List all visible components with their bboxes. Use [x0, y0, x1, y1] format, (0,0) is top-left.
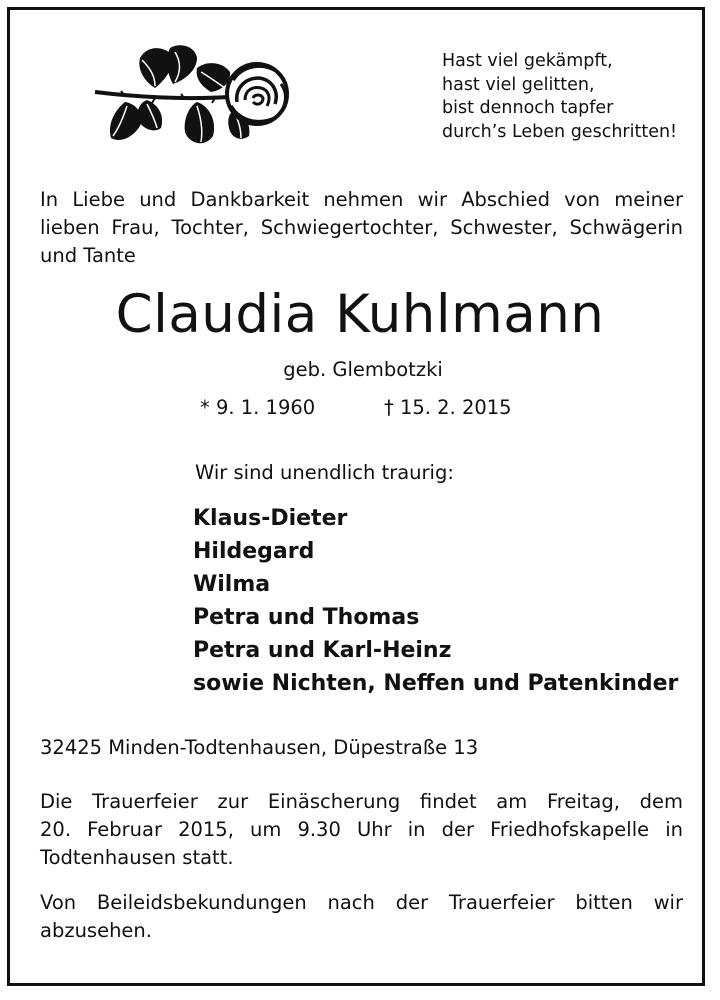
maiden-name: geb. Glembotzki — [283, 358, 443, 381]
poem — [442, 50, 677, 144]
mourner: Hildegard — [193, 539, 315, 564]
deceased-name: Claudia Kuhlmann — [115, 284, 605, 345]
poem-line: durch’s Leben geschritten! — [442, 121, 678, 142]
intro-text — [40, 186, 683, 270]
funeral-text — [40, 788, 683, 872]
mourner: Petra und Karl-Heinz — [193, 638, 452, 663]
mourner: Petra und Thomas — [193, 605, 420, 630]
poem-line: hast viel gelitten, — [442, 74, 595, 95]
condolence-text — [40, 889, 683, 945]
mourners-list — [193, 502, 678, 700]
funeral-line: Todtenhausen statt. — [40, 846, 234, 869]
mourning-line: Wir sind unendlich traurig: — [195, 461, 454, 484]
address: 32425 Minden-Todtenhausen, Düpestraße 13 — [40, 736, 479, 759]
funeral-line: 20. Februar 2015, um 9.30 Uhr in der Friedhofskapelle in — [40, 818, 683, 841]
condolence-line: Von Beileidsbekundungen nach der Trauerfeier bitten wir — [40, 891, 683, 914]
birth-date: * 9. 1. 1960 — [200, 396, 316, 419]
mourner: Klaus-Dieter — [193, 506, 348, 531]
poem-line: Hast viel gekämpft, — [442, 51, 613, 71]
condolence-line: abzusehen. — [40, 919, 152, 942]
rose-icon — [85, 40, 300, 155]
intro-line: In Liebe und Dankbarkeit nehmen wir Abschied von meiner — [40, 188, 683, 211]
mourner: sowie Nichten, Neffen und Patenkinder — [193, 671, 679, 696]
intro-line: und Tante — [40, 244, 136, 267]
death-date: † 15. 2. 2015 — [384, 396, 512, 419]
intro-line: lieben Frau, Tochter, Schwiegertochter, Schwester, Schwägerin — [40, 216, 683, 239]
mourner: Wilma — [193, 572, 271, 597]
funeral-line: Die Trauerfeier zur Einäscherung findet am Freitag, dem — [40, 790, 683, 813]
poem-line: bist dennoch tapfer — [442, 98, 614, 118]
